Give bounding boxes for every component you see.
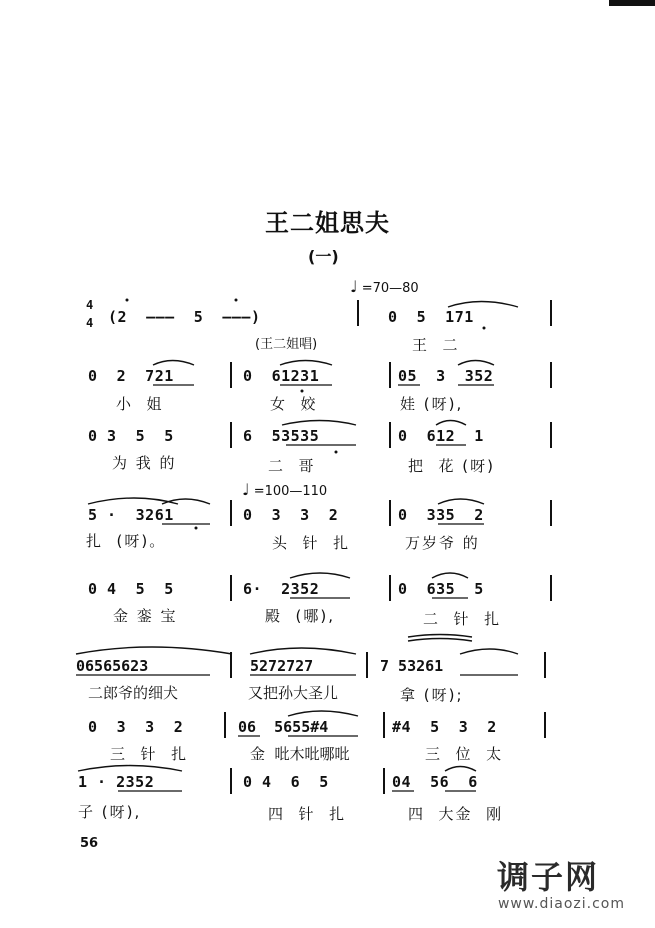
lyric-row-6-b: 又把孙大圣儿 <box>248 684 339 702</box>
slur-mark <box>282 421 356 426</box>
lyric-row-3-c: 把 花 (呀) <box>408 457 496 475</box>
octave-dot <box>483 327 486 330</box>
section-subtitle: (一) <box>308 247 339 266</box>
octave-dot <box>301 390 304 393</box>
quarter-note-icon: ♩ <box>350 277 358 296</box>
notation-row-8-b: 0 4 6 5 <box>243 773 329 791</box>
lyric-row-2-a: 小 姐 <box>116 395 164 413</box>
lyric-row-5-a: 金 銮 宝 <box>113 607 178 625</box>
slur-mark <box>458 361 494 366</box>
lyric-row-4-b: 头 针 扎 <box>272 534 351 552</box>
fermata-dot <box>235 299 238 302</box>
tempo-value-1: =70—80 <box>361 281 419 296</box>
notation-row-6-a: 06565623 <box>76 657 149 675</box>
lyric-row-1-b: 王 二 <box>412 336 460 354</box>
lyric-row-3-a: 为 我 的 <box>112 454 177 472</box>
notation-row-2-c: 05 3 352 <box>398 367 494 385</box>
notation-row-7-c: #4 5 3 2 <box>392 718 497 736</box>
lyric-row-5-b: 殿 (哪), <box>265 607 336 625</box>
notation-row-5-c: 0 635 5 <box>398 580 484 598</box>
lyric-row-6-a: 二郎爷的细犬 <box>88 684 179 702</box>
fermata-dot <box>126 299 129 302</box>
watermark-logo: 调子网 <box>496 858 599 896</box>
lyric-row-7-c: 三 位 太 <box>425 745 504 763</box>
notation-row-4-b: 0 3 3 2 <box>243 506 339 524</box>
lyric-row-1-a: (王二姐唱) <box>255 337 318 352</box>
lyric-row-8-a: 子 (呀), <box>78 803 142 821</box>
lyric-row-3-b: 二 哥 <box>268 457 316 475</box>
slur-mark <box>153 361 194 366</box>
lyric-row-7-b: 金 吡木吡哪吡 <box>250 745 350 763</box>
octave-dot <box>335 451 338 454</box>
slur-mark <box>438 499 484 504</box>
slur-mark <box>432 573 468 578</box>
notation-row-8-a: 1 · 2352 <box>78 773 155 791</box>
lyric-row-8-c: 四 大金 刚 <box>408 805 504 823</box>
notation-row-8-c: 04 56 6 <box>392 773 478 791</box>
notation-row-7-a: 0 3 3 2 <box>88 718 184 736</box>
notation-row-2-b: 0 61231 <box>243 367 320 385</box>
song-title: 王二姐思夫 <box>265 209 390 237</box>
notation-row-4-a: 5 · 3261 <box>88 506 174 524</box>
slur-mark <box>436 421 466 426</box>
time-signature-top: 4 <box>86 298 94 312</box>
notation-row-7-b: 06 5655#4 <box>238 718 329 736</box>
watermark-url: www.diaozi.com <box>497 896 625 912</box>
notation-row-5-b: 6· 2352 <box>243 580 320 598</box>
slur-mark <box>280 361 332 366</box>
notation-row-3-b: 6 53535 <box>243 427 320 445</box>
octave-dot <box>195 527 198 530</box>
slur-mark <box>445 767 476 772</box>
notation-row-3-a: 0 3 5 5 <box>88 427 174 445</box>
page-number: 56 <box>80 836 99 851</box>
slur-mark <box>250 648 356 654</box>
slur-mark <box>408 639 472 642</box>
lyric-row-6-c: 拿 (呀); <box>400 686 464 704</box>
notation-row-1-b: 0 5 171 <box>388 308 474 326</box>
notation-row-4-c: 0 335 2 <box>398 506 484 524</box>
lyric-row-8-b: 四 针 扎 <box>268 805 347 823</box>
lyric-row-2-c: 娃 (呀), <box>400 395 464 413</box>
slur-mark <box>288 711 358 716</box>
slur-mark <box>448 302 518 308</box>
slur-mark <box>78 766 182 772</box>
notation-row-5-a: 0 4 5 5 <box>88 580 174 598</box>
slur-mark <box>290 573 350 578</box>
notation-row-6-c: 7 53261 <box>380 657 444 675</box>
notation-row-3-c: 0 612 1 <box>398 427 484 445</box>
lyric-row-2-b: 女 姣 <box>270 395 318 413</box>
slur-mark <box>162 499 210 504</box>
quarter-note-icon: ♩ <box>242 480 250 499</box>
time-signature-bottom: 4 <box>86 316 94 330</box>
lyric-row-4-c: 万岁爷 的 <box>405 534 480 552</box>
lyric-row-4-a: 扎 (呀)。 <box>86 532 167 550</box>
slur-mark <box>408 635 472 638</box>
lyric-row-7-a: 三 针 扎 <box>110 745 189 763</box>
tempo-value-2: =100—110 <box>253 484 328 499</box>
slur-mark <box>76 647 232 654</box>
notation-row-2-a: 0 2 721 <box>88 367 174 385</box>
lyric-row-5-c: 二 针 扎 <box>423 610 502 628</box>
notation-row-1-a: (2 ——— 5 ———) <box>108 308 261 326</box>
notation-row-6-b: 5272727 <box>250 657 314 675</box>
slur-mark <box>460 649 518 654</box>
